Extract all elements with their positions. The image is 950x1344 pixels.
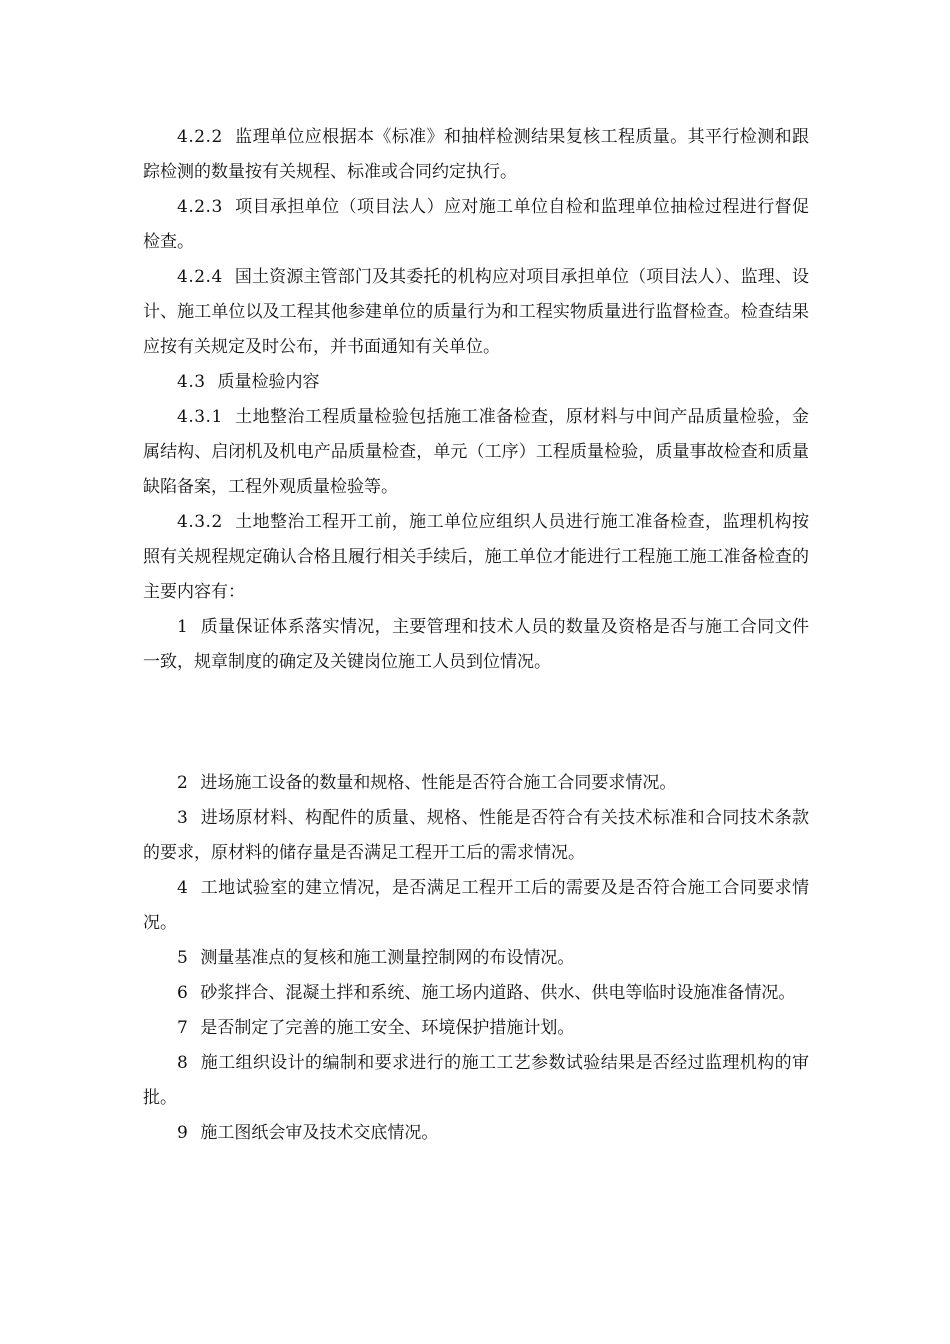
list-number: 2: [177, 773, 189, 793]
heading-4-3: [143, 365, 809, 400]
list-number: 4: [177, 878, 189, 898]
clause-number: 4.2.4: [177, 267, 223, 287]
list-number: 9: [177, 1123, 189, 1143]
paragraph-4-2-4: [143, 260, 809, 365]
list-text: 进场原材料、构配件的质量、规格、性能是否符合有关技术标准和合同技术条款的要求，原材料的储存量是否满足工程开工后的需求情况。: [143, 808, 809, 863]
clause-number: 4.2.2: [177, 127, 223, 147]
list-number: 1: [177, 617, 189, 637]
list-item-3: [143, 801, 809, 871]
clause-number: 4.2.3: [177, 197, 223, 217]
list-number: 3: [177, 808, 189, 828]
list-item-4: [143, 871, 809, 941]
list-number: 6: [177, 983, 189, 1003]
list-text: 是否制定了完善的施工安全、环境保护措施计划。: [200, 1018, 575, 1038]
list-item-5: [143, 941, 809, 976]
list-item-9: [143, 1116, 809, 1151]
paragraph-4-3-1: [143, 400, 809, 505]
text-section-bottom: [143, 766, 809, 1151]
list-number: 7: [177, 1018, 189, 1038]
list-number: 8: [177, 1053, 189, 1073]
list-number: 5: [177, 948, 189, 968]
paragraph-4-2-2: [143, 120, 809, 190]
section-heading: 质量检验内容: [217, 372, 320, 392]
clause-text: 土地整治工程开工前，施工单位应组织人员进行施工准备检查，监理机构按照有关规程规定确认合格且履行相关手续后，施工单位才能进行工程施工施工准备检查的主要内容有：: [143, 512, 809, 602]
list-text: 施工图纸会审及技术交底情况。: [200, 1123, 439, 1143]
paragraph-4-3-2: [143, 505, 809, 610]
list-text: 施工组织设计的编制和要求进行的施工工艺参数试验结果是否经过监理机构的审批。: [143, 1053, 809, 1108]
list-text: 工地试验室的建立情况，是否满足工程开工后的需要及是否符合施工合同要求情况。: [143, 878, 809, 933]
clause-number: 4.3.2: [177, 512, 223, 532]
list-text: 质量保证体系落实情况，主要管理和技术人员的数量及资格是否与施工合同文件一致，规章制度的确定及关键岗位施工人员到位情况。: [143, 617, 809, 672]
clause-number: 4.3.1: [177, 407, 223, 427]
clause-text: 土地整治工程质量检验包括施工准备检查，原材料与中间产品质量检验，金属结构、启闭机及机电产品质量检查，单元（工序）工程质量检验，质量事故检查和质量缺陷备案，工程外观质量检验等。: [143, 407, 809, 497]
list-text: 测量基准点的复核和施工测量控制网的布设情况。: [200, 948, 575, 968]
clause-text: 国土资源主管部门及其委托的机构应对项目承担单位（项目法人）、监理、设计、施工单位以及工程其他参建单位的质量行为和工程实物质量进行监督检查。检查结果应按有关规定及时公布，并书面通知有关单位。: [143, 267, 809, 357]
list-item-7: [143, 1011, 809, 1046]
clause-text: 监理单位应根据本《标准》和抽样检测结果复核工程质量。其平行检测和跟踪检测的数量按有关规程、标准或合同约定执行。: [143, 127, 809, 182]
list-item-2: [143, 766, 809, 801]
paragraph-4-2-3: [143, 190, 809, 260]
list-item-6: [143, 976, 809, 1011]
list-text: 砂浆拌合、混凝土拌和系统、施工场内道路、供水、供电等临时设施准备情况。: [200, 983, 796, 1003]
list-item-1: [143, 610, 809, 680]
text-section-top: [143, 120, 809, 680]
clause-text: 项目承担单位（项目法人）应对施工单位自检和监理单位抽检过程进行督促检查。: [143, 197, 809, 252]
clause-number: 4.3: [177, 372, 206, 392]
list-text: 进场施工设备的数量和规格、性能是否符合施工合同要求情况。: [200, 773, 677, 793]
list-item-8: [143, 1046, 809, 1116]
